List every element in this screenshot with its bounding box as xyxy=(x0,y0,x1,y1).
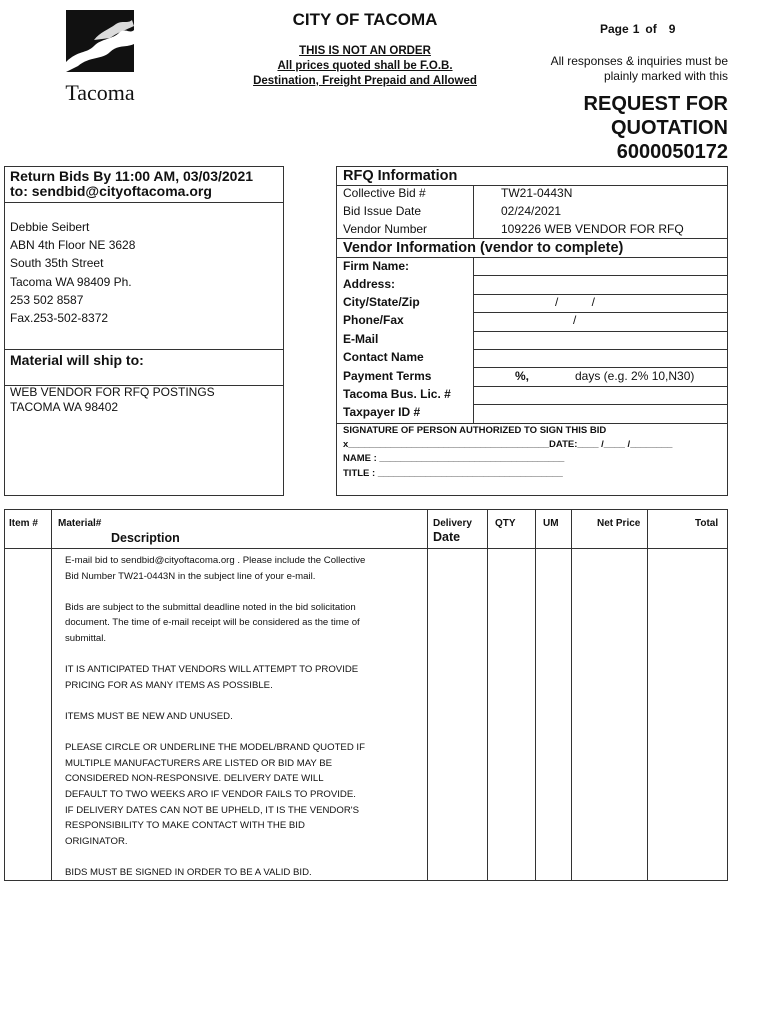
contact-name-label: Contact Name xyxy=(343,350,424,364)
bid-issue-date-value: 02/24/2021 xyxy=(501,204,562,218)
payment-percent-field[interactable]: %, xyxy=(515,369,530,383)
name-line[interactable]: NAME : ___________________________________ xyxy=(343,453,565,464)
firm-name-label: Firm Name: xyxy=(343,259,410,273)
column-divider xyxy=(427,510,428,880)
rfq-heading-line: QUOTATION xyxy=(610,117,728,139)
field-line xyxy=(473,349,727,350)
field-line xyxy=(473,404,727,405)
rfq-heading xyxy=(520,92,728,164)
phone-fax-field[interactable]: / xyxy=(573,313,577,327)
contact-line: Tacoma WA 98409 Ph. xyxy=(10,274,132,289)
responses-line: plainly marked with this xyxy=(603,69,728,83)
rfq-heading-line: REQUEST FOR xyxy=(583,93,728,115)
delivery-date-header: Date xyxy=(433,530,461,544)
description-paragraph: ITEMS MUST BE NEW AND UNUSED. xyxy=(65,710,233,722)
city-logo xyxy=(64,10,136,110)
delivery-header: Delivery xyxy=(433,518,472,529)
return-line: Return Bids By 11:00 AM, 03/03/2021 xyxy=(10,168,254,184)
items-table xyxy=(4,509,728,881)
rfq-number: 6000050172 xyxy=(616,141,728,163)
divider xyxy=(5,202,283,203)
page-label: Page xyxy=(600,22,629,36)
vendor-number-label: Vendor Number xyxy=(343,222,428,236)
description-paragraph: PLEASE CIRCLE OR UNDERLINE THE MODEL/BRAND QUOTED IF MULTIPLE MANUFACTURERS ARE LISTED OR BID MAY BE CONSIDERED NON-RESPONSIVE. DELIVERY DATE WILL DEFAULT TO TWO WEEKS ARO IF VENDOR FAILS TO PROVIDE. IF DELIVERY DATES CAN NOT BE UPHELD, IT IS THE VENDOR'S RESPONSIBILITY TO MAKE CONTACT WITH THE BID ORIGINATOR. xyxy=(65,742,365,847)
item-number-header: Item # xyxy=(9,518,38,529)
return-bids-notice xyxy=(10,169,253,199)
business-license-label: Tacoma Bus. Lic. # xyxy=(343,387,451,401)
payment-terms-label: Payment Terms xyxy=(343,369,432,383)
payment-days-hint: days (e.g. 2% 10,N30) xyxy=(575,369,695,383)
bid-issue-date-label: Bid Issue Date xyxy=(343,204,422,218)
field-line xyxy=(473,275,727,276)
divider xyxy=(473,257,474,423)
city-title: CITY OF TACOMA xyxy=(292,10,438,29)
contact-line: ABN 4th Floor NE 3628 xyxy=(10,238,136,253)
field-line xyxy=(473,367,727,368)
vendor-number-value: 109226 WEB VENDOR FOR RFQ xyxy=(501,222,684,236)
logo-wordmark: Tacoma xyxy=(65,80,135,105)
responses-note xyxy=(520,54,728,84)
divider xyxy=(337,238,727,239)
net-price-header: Net Price xyxy=(597,518,641,529)
contact-line: 253 502 8587 xyxy=(10,292,84,307)
field-line xyxy=(473,312,727,313)
ship-line: TACOMA WA 98402 xyxy=(10,400,119,414)
column-divider xyxy=(571,510,572,880)
vendor-info-title: Vendor Information (vendor to complete) xyxy=(343,240,624,256)
ship-to-title: Material will ship to: xyxy=(10,352,144,368)
responses-line: All responses & inquiries must be xyxy=(550,54,728,68)
page-total: 9 xyxy=(668,22,676,36)
column-divider xyxy=(487,510,488,880)
divider xyxy=(473,185,474,238)
taxpayer-id-label: Taxpayer ID # xyxy=(343,405,421,419)
signature-heading: SIGNATURE OF PERSON AUTHORIZED TO SIGN THIS BID xyxy=(343,425,607,436)
ship-to-address xyxy=(10,385,215,415)
title-line[interactable]: TITLE : ___________________________________ xyxy=(343,468,563,479)
signature-line[interactable]: x______________________________________DATE:____ /____ /________ xyxy=(343,439,673,450)
rfq-info-title: RFQ Information xyxy=(343,168,458,184)
notice-line: Destination, Freight Prepaid and Allowed xyxy=(253,75,477,87)
order-notice xyxy=(236,44,494,89)
rfq-vendor-box xyxy=(336,166,728,496)
column-divider xyxy=(647,510,648,880)
divider xyxy=(5,349,283,350)
email-label: E-Mail xyxy=(343,332,379,346)
phone-fax-label: Phone/Fax xyxy=(343,313,404,327)
field-line xyxy=(473,331,727,332)
column-divider xyxy=(535,510,536,880)
notice-line: THIS IS NOT AN ORDER xyxy=(299,45,431,57)
page-of: of xyxy=(645,22,657,36)
collective-bid-value: TW21-0443N xyxy=(501,186,573,200)
divider xyxy=(337,257,727,258)
contact-line: Fax.253-502-8372 xyxy=(10,311,109,326)
um-header: UM xyxy=(543,518,559,529)
return-email: to: sendbid@cityoftacoma.org xyxy=(10,183,212,199)
city-state-zip-field[interactable]: / / xyxy=(555,295,596,309)
contact-line: Debbie Seibert xyxy=(10,220,90,234)
total-header: Total xyxy=(695,518,719,529)
material-header: Material# xyxy=(58,518,102,529)
description-paragraph: Bids are subject to the submittal deadline noted in the bid solicitation document. The time of e-mail receipt will be considered as the time of submittal. xyxy=(65,601,360,644)
return-and-ship-box xyxy=(4,166,284,496)
page-indicator xyxy=(600,22,722,36)
field-line xyxy=(473,294,727,295)
contact-line: South 35th Street xyxy=(10,256,104,271)
description-paragraph: E-mail bid to sendbid@cityoftacoma.org . Please include the Collective Bid Number TW21-0443N in the subject line of your e-mail. xyxy=(65,555,366,582)
city-state-zip-label: City/State/Zip xyxy=(343,295,420,309)
description-paragraph: BIDS MUST BE SIGNED IN ORDER TO BE A VALID BID. xyxy=(65,866,312,878)
item-description xyxy=(65,553,405,896)
header-divider xyxy=(5,548,727,549)
description-paragraph: IT IS ANTICIPATED THAT VENDORS WILL ATTEMPT TO PROVIDE PRICING FOR AS MANY ITEMS AS POSSIBLE. xyxy=(65,664,359,691)
collective-bid-label: Collective Bid # xyxy=(343,186,426,200)
address-label: Address: xyxy=(343,277,396,291)
page-number: 1 xyxy=(632,22,640,36)
notice-line: All prices quoted shall be F.O.B. xyxy=(277,60,453,72)
field-line xyxy=(473,386,727,387)
qty-header: QTY xyxy=(495,518,516,529)
column-divider xyxy=(51,510,52,880)
ship-line: WEB VENDOR FOR RFQ POSTINGS xyxy=(10,385,215,399)
description-header: Description xyxy=(111,531,180,545)
buyer-contact xyxy=(10,218,135,327)
